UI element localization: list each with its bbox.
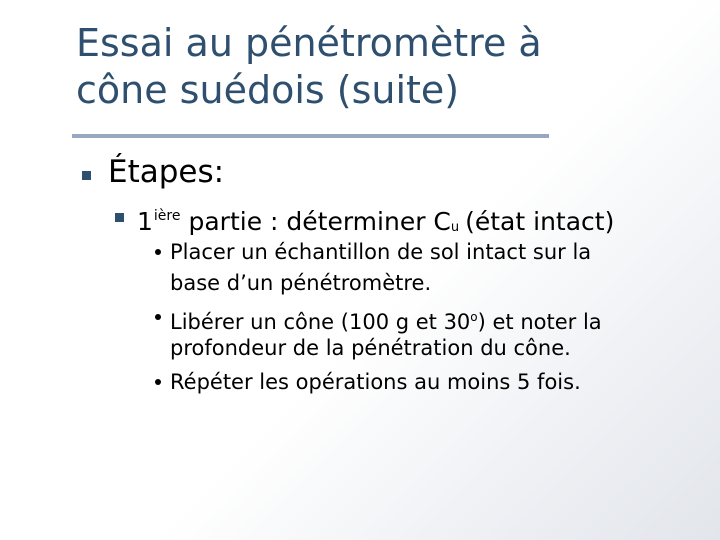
round-bullet-icon (155, 314, 161, 320)
level3-2-line2: profondeur de la pénétration du cône. (170, 336, 571, 360)
level3-1-line2: base d’un pénétromètre. (170, 271, 432, 295)
level3-1-line1: Placer un échantillon de sol intact sur la (170, 240, 592, 264)
bullet-level3-1-cont (170, 268, 431, 299)
round-bullet-icon (155, 249, 161, 255)
title-line-1: Essai au pénétromètre à (76, 21, 542, 65)
bullet-level1 (108, 154, 224, 190)
level2-suffix: (état intact) (465, 207, 615, 236)
level3-2-superscript: o (470, 310, 478, 324)
title-underline (72, 134, 549, 138)
round-bullet-icon (155, 379, 161, 385)
slide-title (76, 20, 696, 114)
bullet-level3-2-cont (170, 333, 571, 364)
bullet-level3-1 (170, 237, 591, 268)
level2-prefix: 1 (137, 207, 153, 236)
level3-3-line1: Répéter les opérations au moins 5 fois. (170, 370, 581, 394)
bullet-level3-3 (170, 367, 581, 398)
level2-subscript: u (450, 220, 460, 235)
bullet-level1-text: Étapes: (108, 154, 225, 190)
level2-superscript: ière (153, 208, 181, 224)
title-line-2: cône suédois (suite) (76, 68, 460, 112)
level2-text: partie : déterminer C (188, 207, 451, 236)
level3-2-line1-before: Libérer un cône (100 g et 30 (170, 310, 471, 334)
square-bullet-icon (82, 171, 91, 180)
level3-2-line1-after: ) et noter la (477, 310, 602, 334)
square-bullet-icon (115, 213, 124, 222)
